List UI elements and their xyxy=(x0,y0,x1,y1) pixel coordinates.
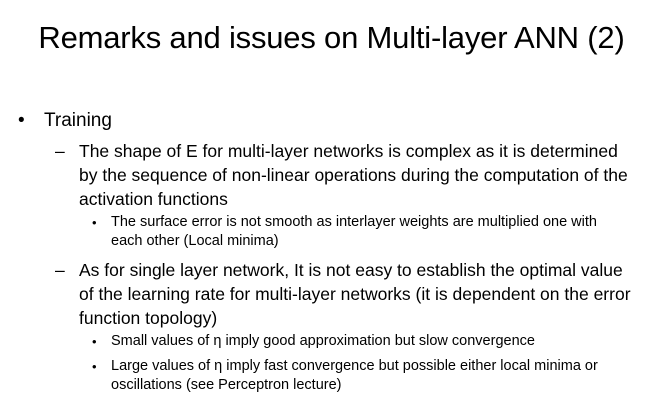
subsub-item-text: Small values of η imply good approximation but slow convergence xyxy=(111,333,535,349)
dash-marker: – xyxy=(55,260,65,280)
sub-item-text: As for single layer network, It is not easy to establish the optimal value of the learning rate for multi-layer networks (it is dependent on the error function topology) xyxy=(79,260,631,328)
dot-marker: • xyxy=(92,359,97,374)
bullet-text: Training xyxy=(44,110,112,131)
slide-title: Remarks and issues on Multi-layer ANN (2) xyxy=(38,20,625,55)
dot-marker: • xyxy=(92,215,97,230)
dot-marker: • xyxy=(92,334,97,349)
bullet-marker: • xyxy=(18,110,25,131)
sub-item-text: The shape of E for multi-layer networks is complex as it is determined by the sequence of non-linear operations during the computation of the activation functions xyxy=(79,141,628,209)
subsub-item-text: The surface error is not smooth as interlayer weights are multiplied one with each other (Local minima) xyxy=(111,214,597,249)
dash-marker: – xyxy=(55,141,65,161)
subsub-item-text: Large values of η imply fast convergence but possible either local minima or oscillations (see Perceptron lecture) xyxy=(111,358,598,393)
